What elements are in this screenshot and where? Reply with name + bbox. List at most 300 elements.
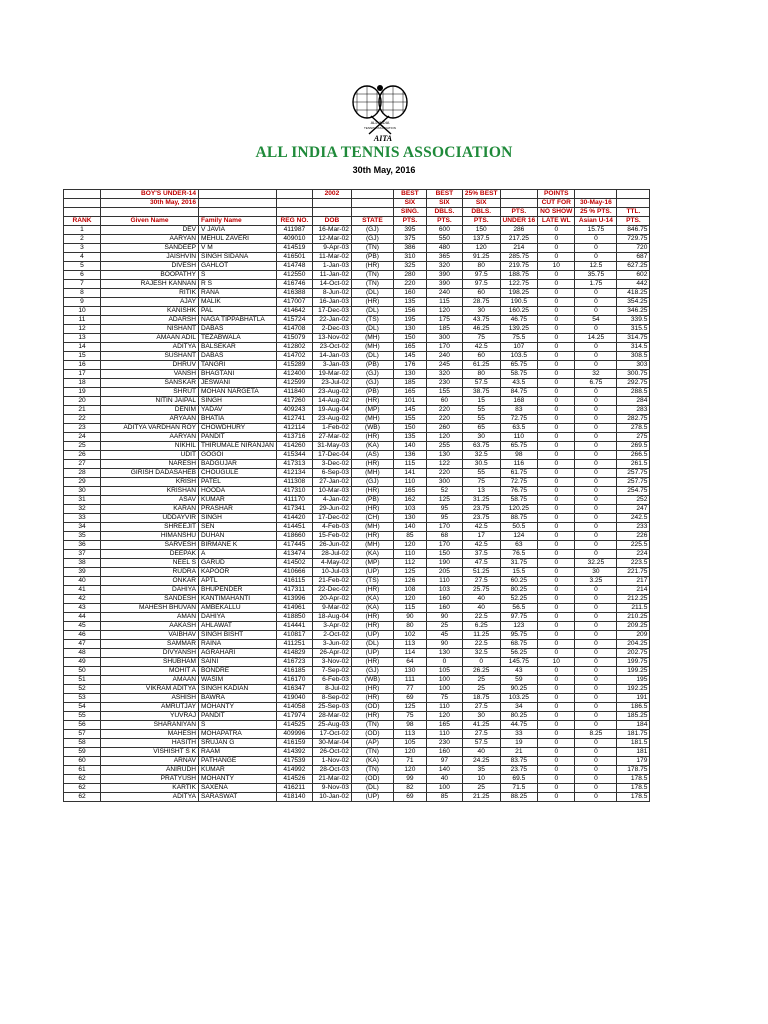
dbls25-pts-cell: 55	[462, 406, 500, 415]
reg-no-cell: 418140	[276, 793, 312, 802]
col-header: PTS.	[617, 217, 650, 226]
sing-pts-cell: 130	[393, 370, 426, 379]
rank-cell: 32	[64, 505, 101, 514]
table-row	[64, 622, 650, 631]
reg-no-cell: 417260	[276, 397, 312, 406]
asian-u14-cell: 0	[575, 532, 617, 541]
dbls25-pts-cell: 43.75	[462, 316, 500, 325]
table-row	[64, 676, 650, 685]
family-name-cell: KUMAR	[199, 496, 277, 505]
family-name-cell: RAAM	[199, 748, 277, 757]
total-pts-cell: 181.75	[617, 730, 650, 739]
dbls25-pts-cell: 27.5	[462, 577, 500, 586]
state-cell: (AP)	[351, 739, 393, 748]
dbls-pts-cell: 320	[426, 262, 462, 271]
dbls-pts-cell: 130	[426, 649, 462, 658]
asian-u14-cell: 0	[575, 433, 617, 442]
rank-cell: 34	[64, 523, 101, 532]
under16-pts-cell: 83	[500, 406, 538, 415]
rank-cell: 1	[64, 226, 101, 235]
rank-cell: 12	[64, 325, 101, 334]
under16-pts-cell: 72.75	[500, 415, 538, 424]
state-cell: (WB)	[351, 424, 393, 433]
total-pts-cell: 314.75	[617, 334, 650, 343]
state-cell: (UP)	[351, 649, 393, 658]
reg-no-cell: 411170	[276, 496, 312, 505]
late-wl-cell: 0	[538, 586, 575, 595]
reg-no-cell: 414441	[276, 622, 312, 631]
dbls25-pts-cell: 6.25	[462, 622, 500, 631]
given-name-cell: ARNAV	[101, 757, 199, 766]
rank-cell: 11	[64, 316, 101, 325]
given-name-cell: VAIBHAV	[101, 631, 199, 640]
dbls25-pts-cell: 80	[462, 370, 500, 379]
total-pts-cell: 315.5	[617, 325, 650, 334]
dbls25-pts-cell: 65	[462, 424, 500, 433]
state-cell: (OD)	[351, 730, 393, 739]
late-wl-cell: 0	[538, 649, 575, 658]
reg-no-cell: 414702	[276, 352, 312, 361]
family-name-cell: NAGA TIPPABHATLA	[199, 316, 277, 325]
dbls-pts-cell: 120	[426, 307, 462, 316]
rank-cell: 30	[64, 487, 101, 496]
late-wl-cell: 0	[538, 433, 575, 442]
state-cell: (GJ)	[351, 478, 393, 487]
given-name-cell: RITIK	[101, 289, 199, 298]
asian-u14-cell: 0	[575, 793, 617, 802]
sing-pts-cell: 156	[393, 307, 426, 316]
under16-pts-cell: 58.75	[500, 496, 538, 505]
reg-no-cell: 412599	[276, 379, 312, 388]
reg-no-cell: 416159	[276, 739, 312, 748]
dbls25-pts-cell: 13	[462, 487, 500, 496]
dbls2-label: DBLS.	[462, 208, 500, 217]
given-name-cell: ADITYA	[101, 793, 199, 802]
total-pts-cell: 233	[617, 523, 650, 532]
under16-pts-cell: 188.75	[500, 271, 538, 280]
reg-no-cell: 414642	[276, 307, 312, 316]
best-dbls-label: BEST	[426, 190, 462, 199]
table-row	[64, 739, 650, 748]
late-wl-cell: 0	[538, 496, 575, 505]
rank-cell: 59	[64, 748, 101, 757]
logo-text-3: AITA	[373, 134, 393, 143]
table-row	[64, 604, 650, 613]
late-wl-cell: 0	[538, 577, 575, 586]
year-label: 2002	[312, 190, 351, 199]
table-row	[64, 379, 650, 388]
given-name-cell: HIMANSHU	[101, 532, 199, 541]
dbls25-pts-cell: 80	[462, 262, 500, 271]
reg-no-cell: 416388	[276, 289, 312, 298]
total-pts-cell: 202.75	[617, 649, 650, 658]
table-row	[64, 595, 650, 604]
sing-pts-cell: 160	[393, 289, 426, 298]
sing-pts-cell: 150	[393, 424, 426, 433]
family-name-cell: BHAGTANI	[199, 370, 277, 379]
family-name-cell: SARASWAT	[199, 793, 277, 802]
category-label: BOY'S UNDER-14	[101, 190, 199, 199]
dbls-pts-cell: 220	[426, 469, 462, 478]
late-wl-cell: 0	[538, 505, 575, 514]
given-name-cell: NITIN JAIPAL	[101, 397, 199, 406]
state-cell: (HR)	[351, 433, 393, 442]
state-cell: (GJ)	[351, 235, 393, 244]
asian-u14-cell: 0	[575, 460, 617, 469]
table-row	[64, 721, 650, 730]
late-wl-cell: 0	[538, 613, 575, 622]
late-wl-cell: 0	[538, 226, 575, 235]
given-name-cell: AMRUTJAY	[101, 703, 199, 712]
dbls25-pts-cell: 11.25	[462, 631, 500, 640]
total-pts-cell: 209	[617, 631, 650, 640]
table-row	[64, 235, 650, 244]
late-wl-cell: 0	[538, 631, 575, 640]
table-row	[64, 352, 650, 361]
family-name-cell: KUMAR	[199, 766, 277, 775]
given-name-cell: HASITH	[101, 739, 199, 748]
rank-cell: 15	[64, 352, 101, 361]
total-pts-cell: 278.5	[617, 424, 650, 433]
total-pts-cell: 242.5	[617, 514, 650, 523]
rank-cell: 46	[64, 631, 101, 640]
family-name-cell: V M	[199, 244, 277, 253]
asian-u14-cell: 0	[575, 658, 617, 667]
dbls-pts-cell: 550	[426, 235, 462, 244]
dbls-pts-cell: 125	[426, 496, 462, 505]
total-pts-cell: 214	[617, 586, 650, 595]
reg-no-cell: 411308	[276, 478, 312, 487]
total-pts-cell: 211.5	[617, 604, 650, 613]
asian-u14-cell: 0	[575, 748, 617, 757]
total-pts-cell: 226	[617, 532, 650, 541]
dbls-pts-cell: 240	[426, 352, 462, 361]
state-cell: (HR)	[351, 460, 393, 469]
state-cell: (KA)	[351, 757, 393, 766]
sing-pts-cell: 111	[393, 676, 426, 685]
dbls-pts-cell: 85	[426, 793, 462, 802]
rank-cell: 45	[64, 622, 101, 631]
total-pts-cell: 292.75	[617, 379, 650, 388]
no-show-label: NO SHOW	[538, 208, 575, 217]
given-name-cell: SHARANIYAN	[101, 721, 199, 730]
state-cell: (TS)	[351, 316, 393, 325]
total-pts-cell: 191	[617, 694, 650, 703]
dob-cell: 3-Nov-02	[312, 658, 351, 667]
table-row	[64, 784, 650, 793]
under16-pts-cell: 60.25	[500, 577, 538, 586]
col-header: PTS.	[462, 217, 500, 226]
given-name-cell: DIVYANSH	[101, 649, 199, 658]
sing-pts-cell: 136	[393, 451, 426, 460]
dbls25-pts-cell: 17	[462, 532, 500, 541]
page-date: 30th May, 2016	[352, 165, 416, 175]
table-row	[64, 577, 650, 586]
family-name-cell: CHOWDHURY	[199, 424, 277, 433]
family-name-cell: SAINI	[199, 658, 277, 667]
late-wl-cell: 0	[538, 361, 575, 370]
family-name-cell: SINGH SIDANA	[199, 253, 277, 262]
rank-cell: 17	[64, 370, 101, 379]
header-row-3	[64, 208, 650, 217]
rank-cell: 20	[64, 397, 101, 406]
total-pts-cell: 602	[617, 271, 650, 280]
sing-label: SING.	[393, 208, 426, 217]
dbls-pts-cell: 245	[426, 361, 462, 370]
family-name-cell: MOHAN NARGETA	[199, 388, 277, 397]
dob-cell: 25-Aug-03	[312, 721, 351, 730]
state-cell: (HR)	[351, 262, 393, 271]
table-row	[64, 649, 650, 658]
dbls25-pts-cell: 32.5	[462, 649, 500, 658]
dbls-pts-cell: 90	[426, 613, 462, 622]
pts-label: PTS.	[500, 208, 538, 217]
sing-pts-cell: 80	[393, 622, 426, 631]
total-pts-cell: 221.75	[617, 568, 650, 577]
under16-pts-cell: 84.75	[500, 388, 538, 397]
sing-pts-cell: 105	[393, 739, 426, 748]
late-wl-cell: 0	[538, 244, 575, 253]
rank-cell: 29	[64, 478, 101, 487]
dob-cell: 27-Mar-02	[312, 433, 351, 442]
late-wl-cell: 0	[538, 406, 575, 415]
state-cell: (MH)	[351, 523, 393, 532]
late-wl-cell: 0	[538, 307, 575, 316]
given-name-cell: ANIRUDH	[101, 766, 199, 775]
late-wl-cell: 0	[538, 460, 575, 469]
state-cell: (TN)	[351, 721, 393, 730]
total-pts-cell: 224	[617, 550, 650, 559]
under16-pts-cell: 76.75	[500, 487, 538, 496]
late-wl-cell: 0	[538, 514, 575, 523]
dbls25-pts-cell: 10	[462, 775, 500, 784]
under16-pts-cell: 80.25	[500, 586, 538, 595]
header-row-1	[64, 190, 650, 199]
dob-cell: 16-Mar-02	[312, 226, 351, 235]
dbls-pts-cell: 170	[426, 343, 462, 352]
asian-u14-cell: 54	[575, 316, 617, 325]
total-pts-cell: 627.25	[617, 262, 650, 271]
col-header: Given Name	[101, 217, 199, 226]
table-row	[64, 505, 650, 514]
under16-pts-cell: 107	[500, 343, 538, 352]
family-name-cell: CHOUGULE	[199, 469, 277, 478]
dbls25-pts-cell: 21.25	[462, 793, 500, 802]
asian-u14-cell: 0	[575, 586, 617, 595]
family-name-cell: APTL	[199, 577, 277, 586]
asian-u14-cell: 0	[575, 595, 617, 604]
family-name-cell: RAINA	[199, 640, 277, 649]
state-cell: (HR)	[351, 658, 393, 667]
asian-u14-cell: 0	[575, 694, 617, 703]
asian-u14-cell: 0	[575, 289, 617, 298]
col-header: STATE	[351, 217, 393, 226]
family-name-cell: A	[199, 550, 277, 559]
late-wl-cell: 0	[538, 289, 575, 298]
six-1-label: SIX	[393, 199, 426, 208]
under16-pts-cell: 120.25	[500, 505, 538, 514]
dbls-pts-cell: 300	[426, 478, 462, 487]
reg-no-cell: 414420	[276, 514, 312, 523]
dbls-pts-cell: 240	[426, 289, 462, 298]
under16-pts-cell: 286	[500, 226, 538, 235]
family-name-cell: MOHANTY	[199, 703, 277, 712]
given-name-cell: DENIM	[101, 406, 199, 415]
total-pts-cell: 199.25	[617, 667, 650, 676]
sing-pts-cell: 140	[393, 442, 426, 451]
late-wl-cell: 0	[538, 541, 575, 550]
under16-pts-cell: 15.5	[500, 568, 538, 577]
total-pts-cell: 729.75	[617, 235, 650, 244]
dob-cell: 3-Apr-02	[312, 622, 351, 631]
late-wl-cell: 0	[538, 640, 575, 649]
late-wl-cell: 0	[538, 532, 575, 541]
page-title: ALL INDIA TENNIS ASSOCIATION	[255, 144, 513, 161]
asian-u14-cell: 12.5	[575, 262, 617, 271]
column-header-row	[64, 217, 650, 226]
family-name-cell: GOGOI	[199, 451, 277, 460]
dbls25-pts-cell: 120	[462, 244, 500, 253]
dob-cell: 16-Jan-03	[312, 298, 351, 307]
dbls25-pts-cell: 37.5	[462, 550, 500, 559]
asian-u14-cell: 0	[575, 631, 617, 640]
sing-pts-cell: 135	[393, 433, 426, 442]
dob-cell: 30-Mar-04	[312, 739, 351, 748]
total-pts-cell: 282.75	[617, 415, 650, 424]
dob-cell: 9-Nov-03	[312, 784, 351, 793]
sing-pts-cell: 125	[393, 568, 426, 577]
asian-u14-cell: 0	[575, 397, 617, 406]
dbls-pts-cell: 105	[426, 667, 462, 676]
reg-no-cell: 414058	[276, 703, 312, 712]
given-name-cell: RAJESH KANNAN	[101, 280, 199, 289]
asian-u14-cell: 0	[575, 775, 617, 784]
total-pts-cell: 181	[617, 748, 650, 757]
under16-pts-cell: 71.5	[500, 784, 538, 793]
dbls25-pts-cell: 24.25	[462, 757, 500, 766]
family-name-cell: TEZABWALA	[199, 334, 277, 343]
rank-cell: 58	[64, 739, 101, 748]
given-name-cell: AMAAN ADIL	[101, 334, 199, 343]
family-name-cell: RANA	[199, 289, 277, 298]
rank-cell: 62	[64, 775, 101, 784]
reg-no-cell: 415079	[276, 334, 312, 343]
rank-cell: 19	[64, 388, 101, 397]
sing-pts-cell: 82	[393, 784, 426, 793]
dob-cell: 11-Mar-02	[312, 253, 351, 262]
reg-no-cell: 415289	[276, 361, 312, 370]
reg-no-cell: 413716	[276, 433, 312, 442]
state-cell: (PB)	[351, 361, 393, 370]
dob-cell: 25-Sep-03	[312, 703, 351, 712]
family-name-cell: SEN	[199, 523, 277, 532]
family-name-cell: MALIK	[199, 298, 277, 307]
family-name-cell: KAPOOR	[199, 568, 277, 577]
given-name-cell: SHREEJIT	[101, 523, 199, 532]
dob-cell: 8-Jul-02	[312, 685, 351, 694]
rank-cell: 28	[64, 469, 101, 478]
table-row	[64, 271, 650, 280]
state-cell: (KA)	[351, 550, 393, 559]
sing-pts-cell: 98	[393, 721, 426, 730]
asian-u14-cell: 0	[575, 613, 617, 622]
dbls-pts-cell: 60	[426, 397, 462, 406]
sing-pts-cell: 85	[393, 532, 426, 541]
given-name-cell: AARYAN	[101, 235, 199, 244]
late-wl-cell: 0	[538, 595, 575, 604]
family-name-cell: BADGUJAR	[199, 460, 277, 469]
under16-pts-cell: 83.75	[500, 757, 538, 766]
sing-pts-cell: 113	[393, 640, 426, 649]
date-label: 30th May, 2016	[101, 199, 199, 208]
late-wl-cell: 10	[538, 262, 575, 271]
late-wl-cell: 0	[538, 757, 575, 766]
under16-pts-cell: 65.75	[500, 442, 538, 451]
given-name-cell: KRISHAN	[101, 487, 199, 496]
dbls-pts-cell: 75	[426, 694, 462, 703]
under16-pts-cell: 63	[500, 541, 538, 550]
total-pts-cell: 288.5	[617, 388, 650, 397]
state-cell: (HR)	[351, 532, 393, 541]
sing-pts-cell: 110	[393, 478, 426, 487]
state-cell: (OD)	[351, 775, 393, 784]
total-pts-cell: 199.75	[617, 658, 650, 667]
state-cell: (PB)	[351, 496, 393, 505]
rank-cell: 16	[64, 361, 101, 370]
given-name-cell: YUVRAJ	[101, 712, 199, 721]
total-pts-cell: 846.75	[617, 226, 650, 235]
under16-pts-cell: 160.25	[500, 307, 538, 316]
given-name-cell: AAKASH	[101, 622, 199, 631]
dob-cell: 2-Dec-03	[312, 325, 351, 334]
table-row	[64, 388, 650, 397]
reg-no-cell: 414526	[276, 775, 312, 784]
dob-cell: 26-Apr-02	[312, 649, 351, 658]
total-pts-cell: 178.75	[617, 766, 650, 775]
dbls25-pts-cell: 32.5	[462, 451, 500, 460]
state-cell: (UP)	[351, 631, 393, 640]
sing-pts-cell: 185	[393, 379, 426, 388]
under16-pts-cell: 168	[500, 397, 538, 406]
dbls25-pts-cell: 55	[462, 415, 500, 424]
asian-u14-cell: 0	[575, 388, 617, 397]
dbls-pts-cell: 122	[426, 460, 462, 469]
rank-cell: 51	[64, 676, 101, 685]
reg-no-cell: 416746	[276, 280, 312, 289]
family-name-cell: BHATIA	[199, 415, 277, 424]
state-cell: (MH)	[351, 334, 393, 343]
family-name-cell: TANGRI	[199, 361, 277, 370]
dbls-pts-cell: 25	[426, 622, 462, 631]
asian-u14-cell: 0	[575, 622, 617, 631]
table-row	[64, 253, 650, 262]
rank-cell: 40	[64, 577, 101, 586]
asian-u14-cell: 35.75	[575, 271, 617, 280]
given-name-cell: KARAN	[101, 505, 199, 514]
rank-cell: 6	[64, 271, 101, 280]
dob-cell: 9-Mar-02	[312, 604, 351, 613]
family-name-cell: S	[199, 721, 277, 730]
rank-cell: 22	[64, 415, 101, 424]
sing-pts-cell: 120	[393, 766, 426, 775]
dbls25-pts-cell: 150	[462, 226, 500, 235]
dbls25-pts-cell: 60	[462, 352, 500, 361]
table-row	[64, 694, 650, 703]
under16-pts-cell: 23.75	[500, 766, 538, 775]
dbls-pts-cell: 365	[426, 253, 462, 262]
sing-pts-cell: 115	[393, 604, 426, 613]
given-name-cell: SUSHANT	[101, 352, 199, 361]
